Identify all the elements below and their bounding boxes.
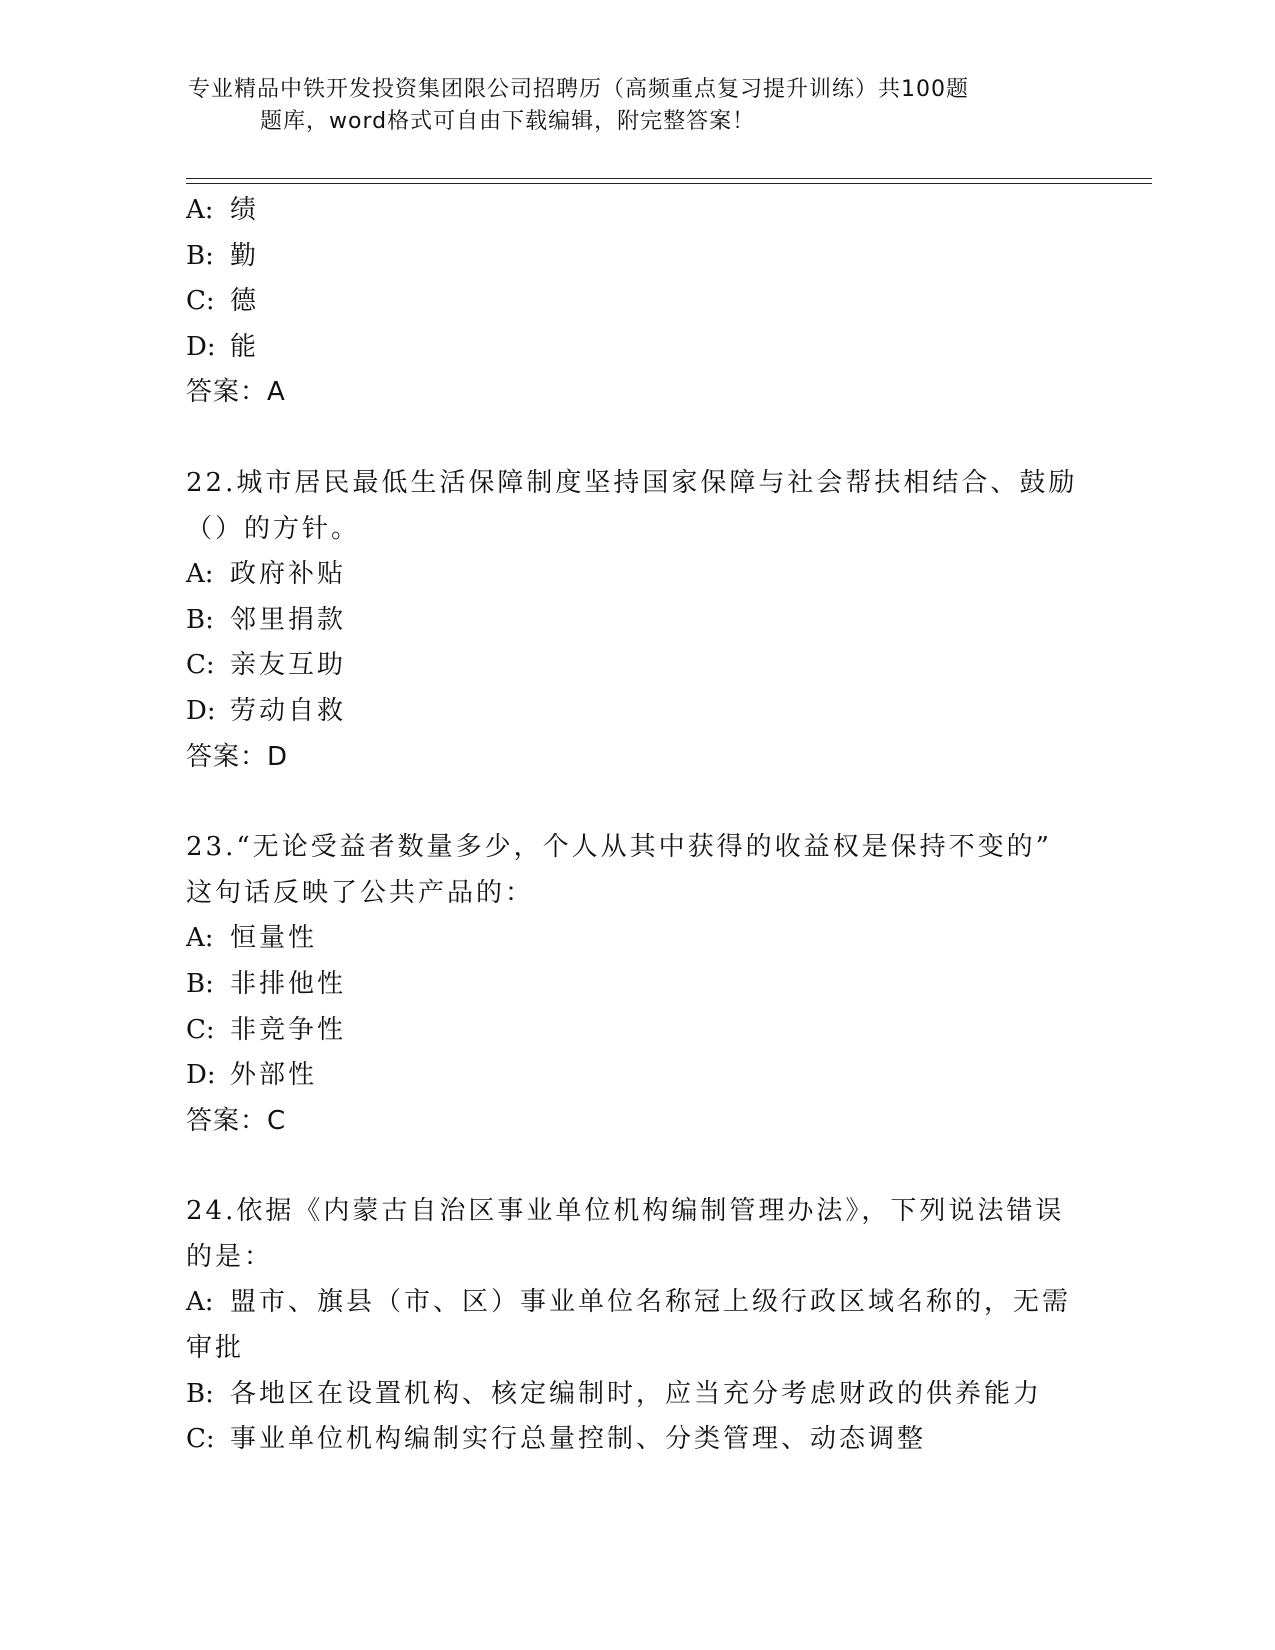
question-24 <box>186 1189 1086 1463</box>
option-text: 劳动自救 <box>230 695 347 726</box>
answer-label: 答案：A <box>186 377 286 408</box>
header-line-2: 题库，word格式可自由下载编辑，附完整答案！ <box>260 109 756 134</box>
document-body <box>186 188 1086 1463</box>
answer-label: 答案：D <box>186 741 289 772</box>
option-key: B: <box>186 968 214 999</box>
option-b <box>186 234 1086 280</box>
option-text: 非排他性 <box>230 968 347 999</box>
option-c <box>186 643 1086 689</box>
option-key: B: <box>186 240 214 271</box>
question-text-line-1: 24.依据《内蒙古自治区事业单位机构编制管理办法》，下列说法错误 <box>186 1196 1065 1227</box>
option-a <box>186 916 1086 962</box>
option-c <box>186 1008 1086 1054</box>
option-text: 各地区在设置机构、核定编制时，应当充分考虑财政的供养能力 <box>230 1378 1043 1409</box>
option-key: D: <box>186 1060 216 1091</box>
option-key: B: <box>186 1378 214 1409</box>
option-text: 外部性 <box>230 1060 318 1091</box>
question-text-line-1: 23.“无论受益者数量多少，个人从其中获得的收益权是保持不变的” <box>186 832 1052 863</box>
question-text-line-1: 22.城市居民最低生活保障制度坚持国家保障与社会帮扶相结合、鼓励 <box>186 467 1078 498</box>
option-key: A: <box>186 559 214 590</box>
option-key: A: <box>186 923 214 954</box>
option-text-line-2: 审批 <box>186 1333 245 1364</box>
option-a <box>186 188 1086 234</box>
option-key: B: <box>186 604 214 635</box>
option-text: 事业单位机构编制实行总量控制、分类管理、动态调整 <box>230 1424 927 1455</box>
option-text: 亲友互助 <box>230 650 347 681</box>
option-text: 德 <box>230 286 260 317</box>
option-b <box>186 1372 1086 1418</box>
option-d <box>186 325 1086 371</box>
header-rule-bottom <box>186 183 1152 184</box>
option-text: 绩 <box>230 195 260 225</box>
option-c <box>186 1417 1086 1463</box>
option-key: C: <box>186 286 215 317</box>
option-text: 政府补贴 <box>230 559 347 590</box>
option-key: C: <box>186 1014 215 1045</box>
question-text-line-2: 这句话反映了公共产品的： <box>186 877 535 908</box>
option-d <box>186 1053 1086 1099</box>
option-text-line-1: 盟市、旗县（市、区）事业单位名称冠上级行政区域名称的，无需 <box>230 1287 1072 1318</box>
option-key: D: <box>186 695 216 726</box>
header-line-1: 专业精品中铁开发投资集团限公司招聘历（高频重点复习提升训练）共100题 <box>188 77 969 102</box>
option-a <box>186 552 1086 598</box>
option-key: A: <box>186 195 214 225</box>
document-header <box>188 74 1048 138</box>
question-text-line-2: （）的方针。 <box>186 513 361 544</box>
answer-label: 答案：C <box>186 1105 287 1136</box>
option-text: 恒量性 <box>230 923 318 954</box>
option-d <box>186 689 1086 735</box>
question-23 <box>186 825 1086 1144</box>
option-text: 能 <box>230 331 260 362</box>
option-key: C: <box>186 650 215 681</box>
option-a <box>186 1280 1086 1326</box>
question-text-line-2: 的是： <box>186 1241 274 1272</box>
question-21-options <box>186 188 1086 416</box>
option-text: 邻里捐款 <box>230 604 347 635</box>
option-key: A: <box>186 1287 214 1318</box>
header-rule-top <box>186 178 1152 179</box>
option-text: 勤 <box>230 240 260 271</box>
question-22 <box>186 461 1086 780</box>
option-text: 非竞争性 <box>230 1014 347 1045</box>
option-c <box>186 279 1086 325</box>
option-key: C: <box>186 1424 215 1455</box>
option-key: D: <box>186 331 216 362</box>
option-b <box>186 962 1086 1008</box>
option-b <box>186 598 1086 644</box>
